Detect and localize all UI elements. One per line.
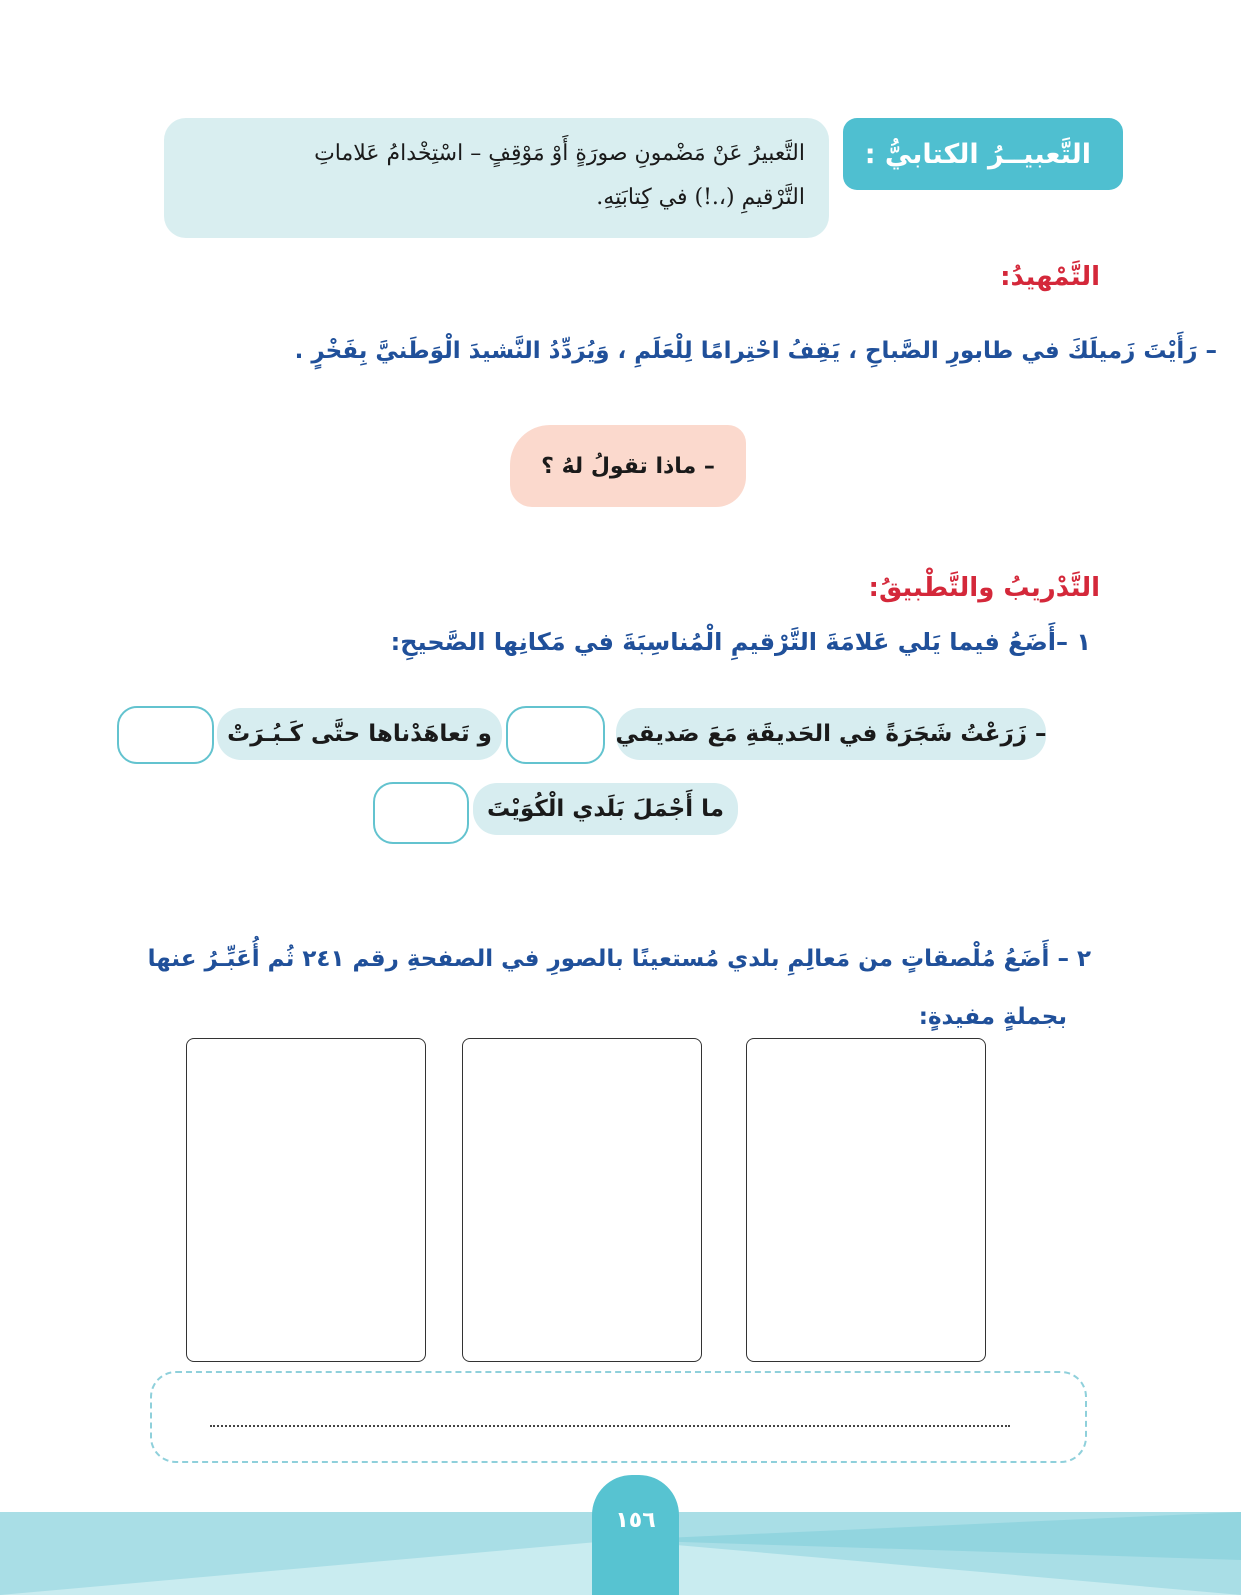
answer-line[interactable] <box>210 1405 1010 1427</box>
sentence-1-part-2: و تَعاهَدْناها حتَّى كَـبُـرَتْ <box>217 708 502 760</box>
objective-line-2: التَّرْقيمِ (،.!) في كِتابَتِهِ. <box>596 185 805 210</box>
question-1: ١ –أَضَعُ فيما يَلي عَلامَةَ التَّرْقيمِ الْمُناسِبَةَ في مَكانِها الصَّحيحِ: <box>390 628 1091 656</box>
sentence-1-part-1: – زَرَعْتُ شَجَرَةً في الحَديقَةِ مَعَ صَديقي <box>616 708 1046 760</box>
sentence-2: ما أَجْمَلَ بَلَدي الْكُوَيْتَ <box>473 783 738 835</box>
question-2-line-1: ٢ – أَضَعُ مُلْصقاتٍ من مَعالِمِ بلدي مُستعينًا بالصورِ في الصفحةِ رقم ٢٤١ ثُم أُعَبِّـرُ عنها <box>147 946 1091 972</box>
question-bubble <box>510 425 746 507</box>
page-number: ١٥٦ <box>615 1507 656 1533</box>
intro-title: التَّمْهيدُ: <box>1000 262 1100 292</box>
punctuation-blank-3[interactable] <box>373 782 469 844</box>
question-2 <box>81 930 1091 1046</box>
intro-sentence: – رَأَيْتَ زَميلَكَ في طابورِ الصَّباحِ ، يَقِفُ احْتِرامًا لِلْعَلَمِ ، وَيُرَدِّدُ النَّشيدَ الْوَطَنيَّ بِفَخْرٍ . <box>294 338 1217 364</box>
page-number-badge <box>592 1475 679 1595</box>
punctuation-blank-1[interactable] <box>506 706 605 764</box>
sticker-box-1[interactable] <box>186 1038 426 1362</box>
punctuation-blank-2[interactable] <box>117 706 214 764</box>
sticker-box-3[interactable] <box>746 1038 986 1362</box>
question-2-line-2: بجملةٍ مفيدةٍ: <box>918 1004 1067 1030</box>
objective-line-1: التَّعبيرُ عَنْ مَضْمونِ صورَةٍ أَوْ مَوْقِفٍ – اسْتِخْدامُ عَلاماتِ <box>314 141 805 166</box>
question-text: – ماذا تقولُ لهُ ؟ <box>541 453 715 479</box>
lesson-objective <box>164 118 829 238</box>
sticker-box-2[interactable] <box>462 1038 702 1362</box>
section-tag-label: التَّعبيــرُ الكتابيُّ : <box>864 138 1091 170</box>
section-tag <box>843 118 1123 190</box>
practice-title: التَّدْريبُ والتَّطْبيقُ: <box>868 573 1100 603</box>
